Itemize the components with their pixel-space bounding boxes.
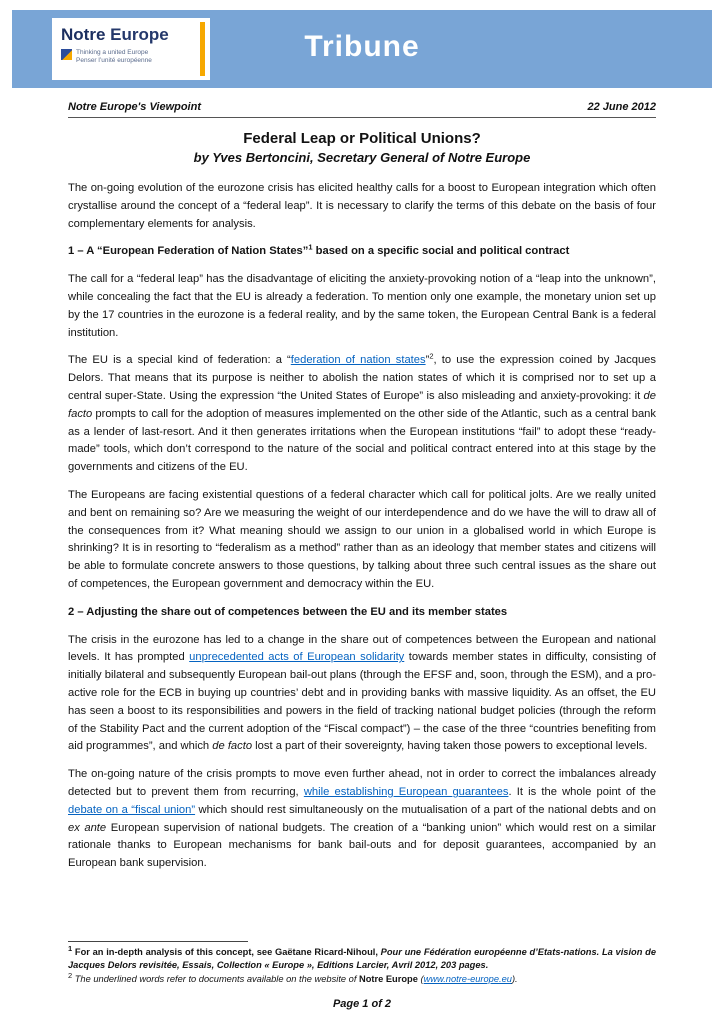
footnote-marker: 1 bbox=[68, 943, 73, 953]
logo-tagline-en: Thinking a united Europe bbox=[76, 49, 149, 56]
logo-word-europe: Europe bbox=[110, 25, 169, 44]
text-run: European supervision of national budgets. The creation of a “banking union” which would rest on a similar rationale thanks to European mechanisms for bank bail-outs and for deposit guarantees, accompanied by an European bank supervision. bbox=[68, 821, 657, 870]
text-run: ” bbox=[425, 354, 430, 367]
banner-title: Tribune bbox=[304, 30, 420, 63]
text-run: , Essais, Collection « Europe », Editions Larcier, Avril 2012, 203 pages. bbox=[177, 960, 489, 970]
page-footer bbox=[0, 941, 724, 1024]
footnote bbox=[68, 943, 656, 973]
viewpoint-label: Notre Europe's Viewpoint bbox=[68, 101, 201, 113]
paragraph bbox=[68, 180, 656, 233]
text-run: 2 – Adjusting the share out of competences between the EU and its member states bbox=[68, 605, 508, 618]
page-number: Page 1 of 2 bbox=[332, 998, 392, 1010]
text-run: prompts to call for the adoption of measures implemented on the other side of the Atlantic, such as a central bank as a lender of last-resort. And it then generates irritations when the European institutions “fail” to adopt these “ready-made” tools, which don’t correspond to the nature of the social and political contract entered into at this stage by the governments and citizens of the EU. bbox=[68, 407, 656, 474]
text-run: . It is the whole point of the bbox=[508, 785, 657, 798]
text-run: based on a specific social and political contract bbox=[312, 245, 570, 258]
inline-link[interactable]: unprecedented acts of European solidarity bbox=[189, 651, 405, 664]
text-run: For an in-depth analysis of this concept, see Gaëtane Ricard-Nihoul, bbox=[72, 946, 381, 957]
footnote-separator bbox=[68, 941, 248, 942]
text-run: ex ante bbox=[68, 821, 107, 834]
text-run: 1 – A “European Federation of Nation States” bbox=[68, 245, 309, 258]
article-byline: by Yves Bertoncini, Secretary General of Notre Europe bbox=[193, 150, 531, 165]
paragraph bbox=[68, 632, 656, 757]
text-run: Notre Europe bbox=[359, 973, 418, 984]
footnote bbox=[68, 970, 656, 987]
meta-row bbox=[68, 101, 656, 118]
inline-link[interactable]: federation of nation states bbox=[290, 354, 426, 367]
text-run: The on-going nature of the crisis prompts to move even further ahead, not in order to correct the imbalances already detected but to prevent them from recurring, bbox=[68, 768, 656, 798]
text-run: , to use the expression coined by Jacques Delors. That means that its purpose is neither to abolish the nation states of which it is comprised nor to set up a central super-State. Using the expression “the United States of Europe” is also misleading and anxiety-provoking: it bbox=[68, 354, 656, 402]
text-run: de facto bbox=[212, 740, 253, 753]
text-run: lost a part of their sovereignty, having taken those powers to exceptional levels. bbox=[252, 740, 648, 753]
article-body bbox=[68, 180, 656, 883]
text-run: towards member states in difficulty, consisting of initially bilateral and subsequently European bail-out plans (through the EFSF and, soon, through the ESM), and a pro-active role for the ECB in buying up countries’ debt and in providing banks with massive liquidity. As an offset, the EU has seen a boost to its responsibilities and powers in the field of tracking national budget policies (through the reform of the Stability Pact and the current adoption of the “Fiscal compact”) – the case of the three “countries benefiting from aid programmes”, and which bbox=[68, 651, 656, 753]
paragraph bbox=[68, 271, 656, 342]
text-run: The underlined words refer to documents available on the website of bbox=[72, 973, 359, 984]
section-heading bbox=[68, 604, 656, 622]
text-run: The EU is a special kind of federation: a “ bbox=[68, 354, 291, 367]
logo-word-notre: Notre bbox=[61, 25, 106, 44]
paragraph bbox=[68, 352, 656, 477]
footnote-marker: 2 bbox=[429, 351, 434, 361]
text-run: The crisis in the eurozone has led to a change in the share out of competences between the European and national levels. It has prompted bbox=[68, 633, 656, 664]
footnote-marker: 1 bbox=[308, 242, 313, 252]
footnote-marker: 2 bbox=[68, 970, 73, 980]
text-run: de facto bbox=[68, 389, 656, 420]
text-run: which should rest simultaneously on the mutualisation of a part of the national debts and on bbox=[195, 803, 656, 816]
header-banner bbox=[12, 10, 712, 88]
text-run: ( bbox=[417, 973, 424, 984]
paragraph bbox=[68, 766, 656, 873]
article-title: Federal Leap or Political Unions? bbox=[243, 130, 481, 147]
inline-link[interactable]: debate on a “fiscal union” bbox=[68, 803, 196, 816]
text-run: The Europeans are facing existential questions of a federal character which call for political jolts. Are we really united and bent on remaining so? Are we measuring the weight of our interdependence and do we have the will to draw all of the consequences from it? What meaning should we assign to our union in a globalised world in which Europe is shrinking? It is in resorting to “federalism as a method” rather than as an ideology that member states and citizens will be able to formulate concrete answers to those questions, by talking about three such central issues as the share out of competences, the European government and democracy within the EU. bbox=[68, 488, 656, 590]
footnotes bbox=[0, 943, 724, 987]
text-run: The on-going evolution of the eurozone crisis has elicited healthy calls for a boost to European integration which often crystallise around the concept of a “federal leap”. It is necessary to clarify the terms of this debate on the basis of four complementary elements for analysis. bbox=[68, 182, 656, 230]
text-run: ). bbox=[511, 973, 518, 984]
logo-tagline-fr: Penser l’unité européenne bbox=[76, 57, 152, 64]
paragraph bbox=[68, 487, 656, 594]
text-run: The call for a “federal leap” has the disadvantage of eliciting the anxiety-provoking notion of a “leap into the unknown”, while concealing the fact that the EU is already a federation. To mention only one example, the monetary union set up by the 17 countries in the eurozone is a federal reality, and by the same token, the European Central Bank is a federal institution. bbox=[68, 273, 656, 339]
inline-link[interactable]: while establishing European guarantees bbox=[303, 785, 509, 798]
section-heading bbox=[68, 243, 656, 261]
date-label: 22 June 2012 bbox=[587, 101, 656, 113]
inline-link[interactable]: www.notre-europe.eu bbox=[423, 973, 512, 984]
text-run: Pour une Fédération européenne d’Etats-nations. La vision de Jacques Delors revisitée bbox=[68, 946, 656, 970]
